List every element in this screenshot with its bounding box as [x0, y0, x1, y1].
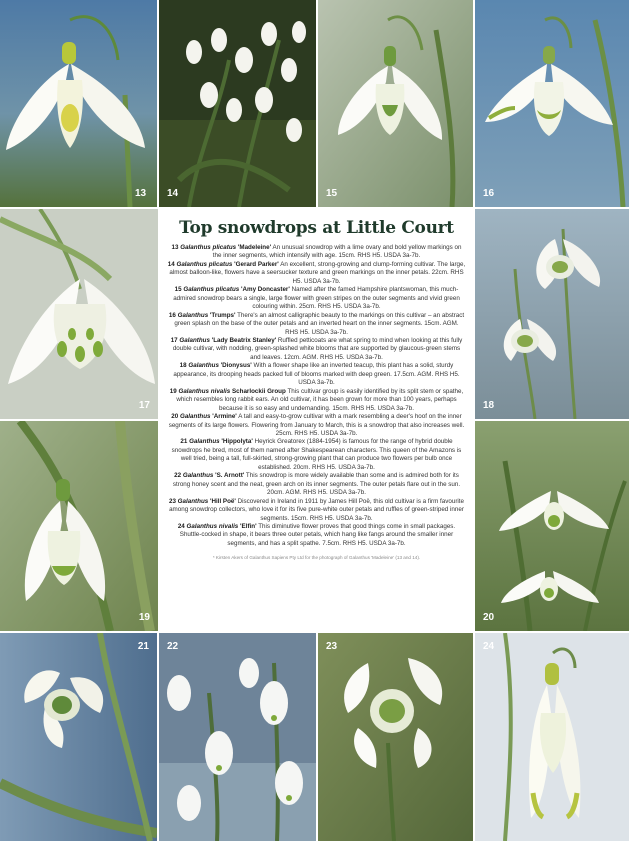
entry-description: Discovered in Ireland in 1911 by James Hill Poë, this old cultivar is a firm favourite among snowdrop collectors, who love it for its five pure-white outer petals and ruffles of green-striped inner segments. 15cm. RHS H5. USDA 3a-7b. — [169, 497, 465, 522]
entry-18 — [167, 362, 466, 387]
entry-genus: Galanthus — [189, 438, 220, 446]
entry-name — [169, 498, 236, 505]
photo-24 — [475, 633, 629, 841]
entry-genus: Galanthus — [177, 497, 209, 505]
entry-name — [174, 472, 244, 479]
entry-name — [180, 362, 252, 369]
entry-number: 24 — [177, 522, 185, 530]
entry-number: 19 — [169, 387, 177, 395]
entry-genus: Galanthus plicatus — [176, 260, 233, 268]
entry-22 — [167, 472, 466, 497]
entry-number: 17 — [170, 336, 178, 344]
photo-15 — [318, 0, 473, 207]
entry-genus: Galanthus — [188, 362, 219, 370]
entry-genus: Galanthus — [177, 311, 209, 319]
entry-cultivar: 'Trumps' — [209, 311, 236, 319]
photo-17 — [0, 209, 158, 419]
entry-number: 15 — [174, 286, 182, 294]
photo-19 — [0, 421, 158, 631]
photo-22 — [159, 633, 316, 841]
entry-cultivar: 'Amy Doncaster' — [241, 286, 290, 294]
entry-name — [178, 523, 257, 530]
entry-description: Named after the famed Hampshire plantswoman, this much-admired snowdrop bears a single, large flower with green stripes on the outer segments and vivid green colouring within. 25cm. RHS H5. USDA 3a-7b. — [173, 286, 460, 311]
entry-cultivar: 'Lady Beatrix Stanley' — [211, 336, 277, 344]
entry-cultivar: 'Madeleine' — [237, 244, 272, 251]
entry-number: 20 — [171, 413, 179, 421]
photo-number: 22 — [167, 641, 179, 652]
entry-cultivar: Scharlockii Group — [231, 387, 286, 395]
photo-credit: * Kirsten Akers of Galanthus Sapiens Pty Ltd for the photograph of Galanthus 'Madeleine' (13 and 14). — [212, 555, 421, 561]
photo-number: 17 — [138, 400, 150, 411]
photo-number: 18 — [483, 400, 495, 411]
entry-description: Ruffled petticoats are what spring to mind when looking at this fully double cultivar, with nodding, green-splashed white blooms that are supported by glaucous-green stems and leaves. 12cm. AGM. RHS H5. USDA 3a-7b. — [172, 336, 463, 361]
photo-number: 16 — [483, 188, 495, 199]
article-panel — [160, 209, 473, 631]
entry-17 — [167, 337, 466, 362]
entry-14 — [167, 261, 466, 286]
photo-21 — [0, 633, 157, 841]
entry-cultivar: 'Gerard Parker' — [234, 260, 279, 268]
entry-number: 22 — [174, 472, 182, 480]
entry-name — [171, 413, 237, 420]
entry-number: 16 — [168, 311, 176, 319]
entry-description: An unusual snowdrop with a lime ovary and bold yellow markings on the inner segments, which intensify with age. 15cm. RHS H5. USDA 3a-7b. — [212, 244, 462, 260]
entry-name — [180, 438, 252, 445]
entry-name — [168, 261, 279, 268]
entry-description: This cultivar group is easily identified by its split stem or spathe, which resembles long rabbit ears. An old cultivar, it has been grown for more than 100 years, perhaps because it is so easy and undemanding. 15cm. RHS H5. USDA 3a-7b. — [176, 387, 464, 412]
entry-name — [169, 312, 236, 319]
entry-cultivar: 'Dionysus' — [220, 362, 252, 370]
entry-cultivar: 'S. Arnott' — [215, 472, 245, 480]
entry-24 — [167, 523, 466, 548]
photo-number: 19 — [138, 612, 150, 623]
photo-20 — [475, 421, 629, 631]
photo-number: 14 — [167, 188, 179, 199]
entry-name — [171, 337, 276, 344]
photo-16 — [475, 0, 629, 207]
entry-description: This snowdrop is more widely available than some and is admired both for its strong honey scent and the neat, green arch on its inner segments. The outer petals flare out in the sun. 20cm. AGM. RHS H5. USDA 3a-7b. — [172, 472, 461, 497]
photo-13 — [0, 0, 157, 207]
photo-number: 24 — [483, 641, 495, 652]
entry-genus: Galanthus — [182, 472, 214, 480]
entry-description: An excellent, strong-growing and clump-forming cultivar. The large, almost balloon-like, flowers have a seersucker texture and green markings on the inner petals. 22cm. RHS H5. USDA 3a-7b. — [169, 260, 466, 285]
entry-description: With a flower shape like an inverted teacup, this plant has a solid, sturdy appearance, its drooping heads packed full of blooms marked with deep green. 17.5cm. AGM. RHS H5. USDA 3a-7b. — [173, 362, 460, 387]
entry-number: 23 — [168, 497, 176, 505]
photo-number: 23 — [326, 641, 338, 652]
entry-genus: Galanthus plicatus — [183, 286, 240, 294]
photo-number: 13 — [135, 188, 147, 199]
entry-name — [170, 388, 286, 395]
photo-number: 15 — [326, 188, 338, 199]
entry-19 — [167, 388, 466, 413]
entry-genus: Galanthus nivalis — [186, 522, 239, 530]
photo-number: 21 — [137, 641, 149, 652]
entry-name — [172, 244, 272, 251]
entry-15 — [167, 286, 466, 311]
entry-name — [175, 286, 290, 293]
entry-cultivar: 'Hippolyta' — [221, 438, 253, 446]
entry-genus: Galanthus — [179, 336, 210, 344]
entry-cultivar: 'Armine' — [212, 413, 237, 421]
entry-description: This diminutive flower proves that good things come in small packages. Shuttle-cocked in shape, it bears three outer petals, which hang like fangs around the smaller inner segments, and has a split spathe. 7.5cm. RHS H5. USDA 3a-7b. — [179, 522, 456, 547]
entry-cultivar: 'Elfin' — [240, 522, 257, 530]
entry-number: 21 — [180, 438, 188, 446]
entry-genus: Galanthus — [179, 413, 211, 421]
entry-21 — [167, 438, 466, 472]
entry-16 — [167, 312, 466, 337]
entry-description: A tall and easy-to-grow cultivar with a mark resembling a deer's hoof on the inner segments of its large flowers. Flowering from January to March, this is a snowdrop that also increases well. 25cm. RHS H5. USDA 3a-7b. — [168, 413, 465, 437]
photo-18 — [475, 209, 629, 419]
entry-13 — [167, 244, 466, 261]
photo-23 — [318, 633, 473, 841]
entry-list — [160, 244, 473, 548]
entry-number: 14 — [167, 260, 175, 268]
entry-cultivar: 'Hill Poë' — [209, 497, 236, 505]
photo-14 — [159, 0, 316, 207]
entry-genus: Galanthus nivalis — [178, 387, 231, 395]
entry-number: 18 — [179, 362, 187, 370]
article-title: Top snowdrops at Little Court — [179, 218, 454, 238]
entry-description: There's an almost calligraphic beauty to the markings on this cultivar – an abstract green splash on the base of the outer petals and an inverted heart on the inner segments. 15cm. AGM. RHS H5. USDA 3a-7b. — [174, 311, 465, 336]
entry-20 — [167, 413, 466, 438]
entry-number: 13 — [171, 244, 179, 251]
entry-23 — [167, 498, 466, 523]
entry-genus: Galanthus plicatus — [180, 244, 237, 251]
entry-description: Heyrick Greatorex (1884-1954) is famous for the range of hybrid double snowdrops he bred, most of them named after Shakespearean characters. This queen of the Amazons is well tried, being a tall, full-skirted, strong-growing plant that can produce two flowers per bulb once established. 20cm. RHS H5. USDA 3a-7b. — [171, 438, 462, 471]
photo-number: 20 — [483, 612, 495, 623]
